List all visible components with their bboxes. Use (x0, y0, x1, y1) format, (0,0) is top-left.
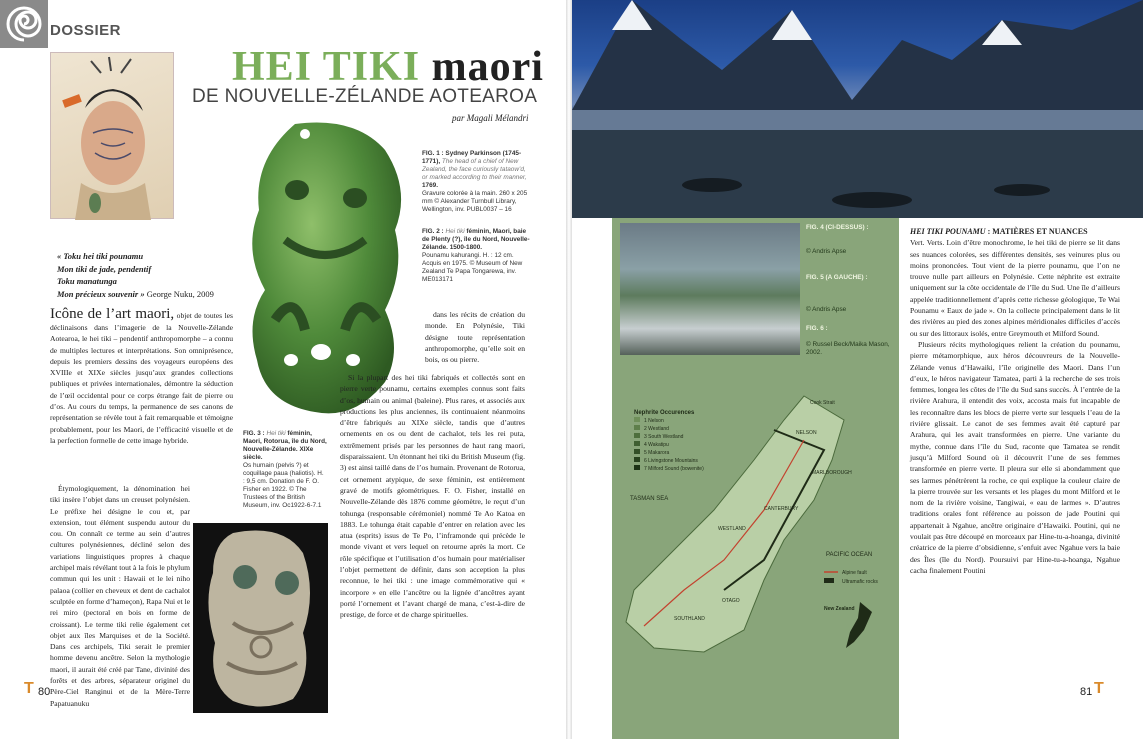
legend-item: 4 Wakatipu (644, 442, 669, 448)
section-heading (910, 226, 1120, 237)
legend-item: 3 South Westland (644, 434, 684, 440)
section-label: DOSSIER (50, 22, 122, 39)
pacific-ocean-label: PACIFIC OCEAN (826, 552, 873, 558)
legend-item: 5 Makarora (644, 450, 670, 456)
spiral-logo-icon (0, 0, 48, 48)
nephrite-map (614, 390, 898, 680)
lead-in: Icône de l’art maori, (50, 306, 175, 322)
region-label: OTAGO (722, 598, 740, 604)
legend-swatch (634, 425, 640, 430)
map-legend (634, 417, 704, 472)
fig1-year: 1769. (422, 182, 438, 189)
paragraph-4: Si la plupart des hei tiki fabriqués et collectés sont en pierre verte pounamu, certains exemples connus sont faits d’os, humain ou animal (baleine). Plus rares, et associés aux productions les plus anciennes, ils continuaient néanmoins d’être fabriqués au XIXe siècle, tandis que d’autres ornements en os ou dent de cachalot, tels les rei puta, extrêmement prisés par les personnes de haut rang maori, disparaissaient. Un étonnant hei tiki du British Museum (fig. 3) est ainsi taillé dans de l’os humain. Provenant de Rotorua, cet ornement atypique, de sexe féminin, est entièrement gravé de motifs géométriques. F. O. Fisher, installé en Nouvelle-Zélande dès 1876 comme géomètre, le reçut d’un tohunga (responsable cérémoniel) nommé Te Ao Katoa en 1883. Le tohunga était capable d’entrer en relation avec les atua (esprits) issus de Te Po, l’inframonde qui précède le monde vivant et vers lequel on retourne après la mort. Ce rôle spécifique et l’utilisation d’os humain pour matérialiser l’objet permettent de définir, dans son acception la plus reconnue, le hei tiki : une image commémorative qui « incorpore » en elle l’ancêtre ou la lignée d’ancêtres ayant porté l’ornement et l’avant chargé de mana, c’est-à-dire de prestige, de force et de charge spirituelles. (340, 373, 525, 620)
ultramafic-key: Ultramafic rocks (842, 579, 878, 585)
fig4-caption (806, 224, 896, 256)
fig1-details: Gravure colorée à la main. 260 x 205 mm © Alexander Turnbull Library, Wellington, inv. PUBL0037 – 16 (422, 190, 528, 213)
t-logo-icon: T (24, 680, 34, 697)
right-paragraph-1: Vert. Verts. Loin d’être monochrome, le hei tiki de pierre se lit dans ses nuances colorées, ses différentes densités, ses veinures plus ou moins prononcées. Tout vient de la pierre pounamu, que l’on ne trouve nulle part ailleurs en Polynésie. Cette néphrite est extraite uniquement sur la côte occidentale de l’île du Sud. Une île d’ailleurs appelée traditionnellement d’après cette richesse géologique, Te Wai Pounamu « Eaux de jade ». On la collecte principalement dans le lit des rivières au pied des zones alpines méridionales difficiles d’accès ou sur des littoraux isolés, entre Greymouth et Milford Sound. (910, 238, 1120, 338)
paragraph-1: objet de toutes les déclinaisons dans l’imagerie de la Nouvelle-Zélande Aotearoa, le hei tiki – pendentif anthropomorphe – a connu de multiples lectures et interprétations. Son omniprésence, depuis les premiers dessins des voyageurs européens des XVIIIe et XIXe siècles jusqu’aux grandes collections publiques et privées internationales, démontre la séduction de l’œil occidental pour ce corps étrange fait de pierre ou d’os. Au cours du temps, la permanence de ses canons de représentation se révèle tout à fait remarquable et témoigne probablement, pour les Maori, de l’efficacité visuelle et de la perfection formelle de cette image hybride. (50, 311, 233, 445)
paragraph-3: dans les récits de création du monde. En Polynésie, Tiki désigne toute représentation anthropomorphe, qu’elle soit en bois, os ou pierre. (425, 310, 525, 365)
body-column-2 (340, 372, 525, 662)
fig3-rest: féminin, Maori, Rotorua, île du Nord, Nouvelle-Zélande. XIXe siècle. (243, 430, 327, 461)
region-label: MARLBOROUGH (812, 470, 852, 476)
heading-rest: : MATIÈRES ET NUANCES (985, 227, 1088, 236)
author-byline: par Magali Mélandri (452, 113, 529, 123)
paragraph-2: Étymologiquement, la dénomination hei tiki insère l’objet dans un creuset polynésien. Le préfixe hei désigne le cou et, par extension, tout élément suspendu autour du cou. On connaît ce terme au sein d’autres cultures polynésiennes, décliné selon des variations linguistiques propres à chaque archipel mais révélant tout à la fois le phylum commun qui les unit : Hawaii et le lei niho palaoa (collier en cheveux et dent de cachalot sculptée en forme d’hameçon), Rapa Nui et le rei miro (pectoral en bois en forme de croissant). Le terme tiki relie également cet objet aux îles Marquises et de la Société. Dans ces archipels, Tiki serait le premier homme devenu ancêtre. Selon la mythologie maori, il aurait été créé par Tane, divinité des forêts et des arbres, séparateur originel du Père-Ciel Ranginui et de la Mère-Terre Papatuanuku (50, 484, 190, 708)
legend-swatch (634, 465, 640, 470)
region-label: NELSON (796, 430, 817, 436)
fig5-credit: © Andris Apse (806, 306, 847, 313)
fig2-head: FIG. 2 : (422, 228, 444, 235)
fig1-head: FIG. 1 : Sydney Parkinson (1745-1771), (422, 150, 522, 165)
quote-line: Mon précieux souvenir » (57, 288, 145, 299)
inset-label: New Zealand (824, 606, 855, 612)
body-column-3 (910, 226, 1120, 696)
legend-swatch (634, 457, 640, 462)
legend-item: 2 Westland (644, 426, 669, 432)
bone-hei-tiki-image (193, 523, 328, 713)
title-accent: HEI TIKI (232, 44, 421, 90)
region-label: SOUTHLAND (674, 616, 705, 622)
quote-source: George Nuku, 2009 (146, 288, 214, 299)
region-label: WESTLAND (718, 526, 746, 532)
fig3-caption (243, 430, 327, 510)
region-label: CANTERBURY (764, 506, 799, 512)
fig2-italic: Hei tiki (445, 228, 465, 235)
heading-main: HEI TIKI POUNAMU (910, 227, 986, 236)
page-number-left: 80 (38, 686, 51, 698)
legend-item: 6 Livingstone Mountains (644, 458, 698, 464)
map-legend-title: Nephrite Occurences (634, 410, 695, 416)
legend-item: 1 Nelson (644, 418, 664, 424)
body-column-1 (50, 307, 233, 482)
quote-line: « Toku hei tiki pounamu (57, 251, 144, 261)
t-logo-icon: T (1094, 680, 1104, 697)
fig4-head: FIG. 4 (CI-DESSUS) : (806, 224, 869, 231)
fig3-italic: Hei tiki (266, 430, 286, 437)
fig2-details: Pounamu kahurangi. H. : 12 cm. Acquis en 1975. © Museum of New Zealand Te Papa Tongarewa, inv. ME013171 (422, 252, 523, 283)
portrait-image (50, 52, 174, 219)
fig1-caption (422, 150, 532, 214)
fig5-caption (806, 274, 896, 314)
fig5-head: FIG. 5 (A GAUCHE) : (806, 274, 868, 281)
quote-line: Mon tiki de jade, pendentif (57, 263, 152, 274)
body-column-1b (50, 483, 190, 708)
right-paragraph-2: Plusieurs récits mythologiques relient la création du pounamu, pierre métamorphique, aux héros découvreurs de la Nouvelle-Zélande venus d’Hawaiki, l’île originelle des Maori. Dans l’un d’eux, le héros navigateur Tamatea, parti à la recherche de ses trois femmes, longea les côtes de l’île du Sud sans succès. À l’entrée de la rivière Arahura, il entendit des voix, accosta mais fut incapable de les reconnaître dans les blocs de pierre verte sur lesquels l’eau de la rivière glissait. Le canot de ses femmes avait été capturé par Arahura, qui les avait transformées en pierre. Une variante du mythe, connue dans l’île du Sud, raconte que Tamatea se rendit jusqu’à Milford Sound où il découvrit l’une de ses femmes transformée en pierre verte. Il pleura sur elle si abondamment que ses larmes pénétrèrent la roche, ce qui explique la couleur claire de la pierre trouvée sur les versants et les plages du mont Milford et le nom de la rivière voisine, Tangiwai, « eau de larmes ». D’autres traditions orales font référence au poisson de jade Poutini qui appartenait à Ngahue, ancêtre originaire d’Hawaiki. Poutini, qui ne voulait pas être découpé en morceaux par Hine-tu-a-hoanga, divinité créatrice de la pierre d’obsidienne, s’enfuit avec Ngahue vers la baie des Îles (île du Nord). Poursuivi par Hine-tu-a-hoanga, Ngahue cacha finalement Poutini (910, 339, 1120, 575)
fig3-head: FIG. 3 : (243, 430, 265, 437)
alpine-fault-key: Alpine fault (842, 570, 867, 576)
river-valley-photo (620, 223, 800, 355)
fig6-head: FIG. 6 : (806, 325, 828, 332)
fig6-credit: © Russel Beck/Maika Mason, 2002. (806, 341, 890, 356)
fig1-title: The head of a chief of New Zealand, the face curiously tataow’d, or marked according to their manner, (422, 158, 527, 181)
fig2-rest: féminin, Maori, baie de Plenty (?), île du Nord, Nouvelle-Zélande. 1500-1800. (422, 228, 530, 251)
fig3-details: Os humain (pelvis ?) et coquillage paua (haliotis). H. : 9,5 cm. Donation de F. O. Fisher en 1922. © The Trustees of the British Museum, inv. Oc1922-6-7.1 (243, 462, 324, 509)
article-subtitle: DE NOUVELLE-ZÉLANDE AOTEAROA (192, 86, 538, 107)
fig6-caption (806, 325, 896, 357)
tasman-sea-label: TASMAN SEA (630, 496, 669, 502)
epigraph-quote (57, 250, 227, 300)
cook-strait-label: Cook Strait (810, 400, 835, 406)
fig2-caption (422, 228, 532, 284)
legend-swatch (634, 417, 640, 422)
legend-swatch (634, 433, 640, 438)
article-title (232, 44, 544, 90)
title-rest: maori (431, 44, 544, 90)
page-number-right: 81 (1080, 686, 1093, 698)
quote-line: Toku manatunga (57, 276, 117, 286)
mountain-lake-photo (572, 0, 1143, 218)
fig4-credit: © Andris Apse (806, 248, 847, 255)
legend-item: 7 Milford Sound (bowenite) (644, 466, 704, 472)
legend-swatch (634, 441, 640, 446)
legend-swatch (634, 449, 640, 454)
